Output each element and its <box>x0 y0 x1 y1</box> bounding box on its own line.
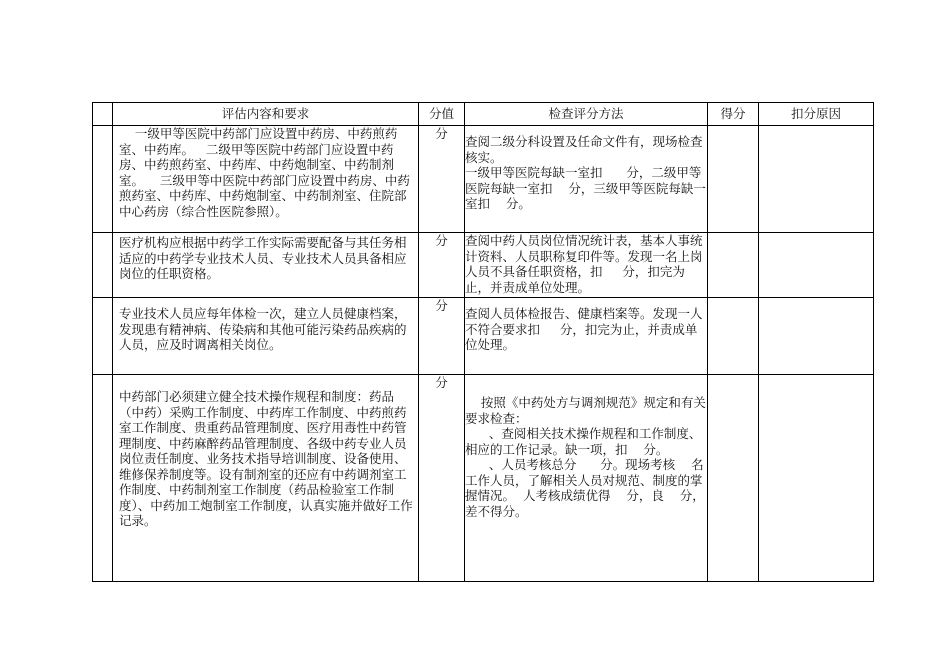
table-row <box>93 375 874 582</box>
score-cell: 分 <box>419 233 465 298</box>
reason-cell[interactable] <box>759 233 874 298</box>
reason-cell[interactable] <box>759 298 874 375</box>
got-cell[interactable] <box>708 126 759 233</box>
header-index <box>93 103 113 126</box>
method-cell: 查阅中药人员岗位情况统计表，基本人事统计资料、人员职称复印件等。发现一名上岗人员不具备任职资格，扣 分，扣完为止，并责成单位处理。 <box>465 233 708 298</box>
score-cell: 分 <box>419 298 465 375</box>
requirement-cell: 中药部门必须建立健全技术操作规程和制度：药品（中药）采购工作制度、中药库工作制度、中药煎药室工作制度、贵重药品管理制度、医疗用毒性中药管理制度、中药麻醉药品管理制度、各级中药专业人员岗位责任制度、业务技术指导培训制度、设备使用、维修保养制度等。设有制剂室的还应有中药调剂室工作制度、中药制剂室工作制度（药品检验室工作制度）、中药加工炮制室工作制度，认真实施并做好工作记录。 <box>113 375 419 582</box>
header-reason: 扣分原因 <box>759 103 874 126</box>
got-cell[interactable] <box>708 233 759 298</box>
header-score: 分值 <box>419 103 465 126</box>
evaluation-table <box>92 102 874 582</box>
row-index-cell <box>93 126 113 233</box>
table-row <box>93 233 874 298</box>
table-header-row <box>93 103 874 126</box>
row-index-cell <box>93 375 113 582</box>
got-cell[interactable] <box>708 375 759 582</box>
got-cell[interactable] <box>708 298 759 375</box>
header-method: 检查评分方法 <box>465 103 708 126</box>
reason-cell[interactable] <box>759 126 874 233</box>
table-row <box>93 126 874 233</box>
score-cell: 分 <box>419 126 465 233</box>
score-cell: 分 <box>419 375 465 582</box>
method-cell: 按照《中药处方与调剂规范》规定和有关要求检查： 、查阅相关技术操作规程和工作制度、相应的工作记录。缺一项，扣 分。 、人员考核总分 分。现场考核 名工作人员，了解相关人员对规范、制度的掌握情况。 人考核成绩优得 分，良 分，差不得分。 <box>465 375 708 582</box>
header-got: 得分 <box>708 103 759 126</box>
requirement-cell: 医疗机构应根据中药学工作实际需要配备与其任务相适应的中药学专业技术人员、专业技术人员具备相应岗位的任职资格。 <box>113 233 419 298</box>
reason-cell[interactable] <box>759 375 874 582</box>
requirement-cell: 一级甲等医院中药部门应设置中药房、中药煎药室、中药库。 二级甲等医院中药部门应设置中药房、中药煎药室、中药库、中药炮制室、中药制剂室。 三级甲等中医院中药部门应设置中药房、中药煎药室、中药库、中药炮制室、中药制剂室、住院部中心药房（综合性医院参照）。 <box>113 126 419 233</box>
method-cell: 查阅二级分科设置及任命文件有，现场检查核实。 一级甲等医院每缺一室扣 分，二级甲等医院每缺一室扣 分，三级甲等医院每缺一室扣 分。 <box>465 126 708 233</box>
table-row <box>93 298 874 375</box>
requirement-cell: 专业技术人员应每年体检一次，建立人员健康档案，发现患有精神病、传染病和其他可能污染药品疾病的人员，应及时调离相关岗位。 <box>113 298 419 375</box>
row-index-cell <box>93 298 113 375</box>
method-cell: 查阅人员体检报告、健康档案等。发现一人不符合要求扣 分，扣完为止，并责成单位处理。 <box>465 298 708 375</box>
row-index-cell <box>93 233 113 298</box>
header-content: 评估内容和要求 <box>113 103 419 126</box>
